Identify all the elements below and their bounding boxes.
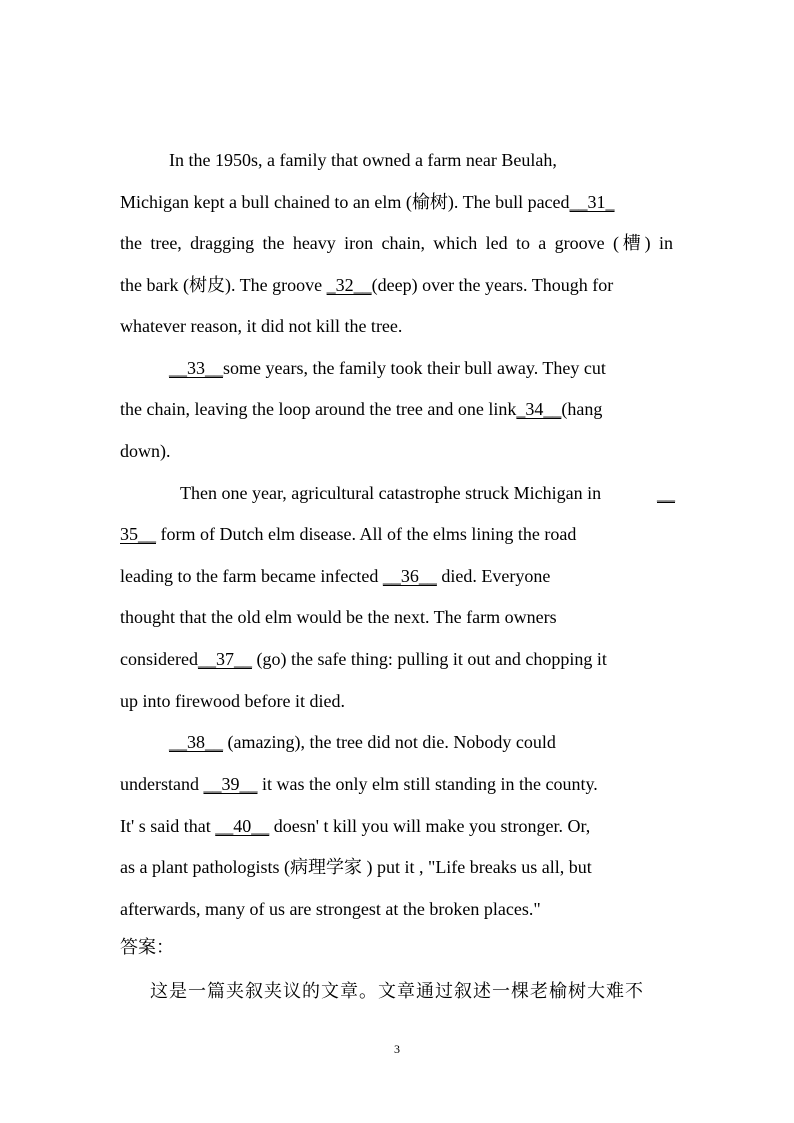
passage-text: (go) the safe thing: pulling it out and chopping it: [251, 649, 607, 669]
passage-text: (hang: [561, 399, 603, 419]
passage-line-10: [120, 522, 576, 546]
answer-label: [120, 936, 174, 960]
passage-text: Then one year, agricultural catastrophe struck Michigan in: [180, 483, 602, 503]
passage-text: (deep) over the years. Though for: [371, 275, 614, 295]
passage-text: as a plant pathologists (病理学家 ) put it , "Life breaks us all, but: [120, 857, 592, 877]
answer-text: [150, 980, 644, 1004]
passage-text: understand: [120, 774, 204, 794]
blank-35-start[interactable]: __: [657, 483, 675, 503]
blank-36[interactable]: __36__: [382, 566, 437, 586]
passage-line-11: [120, 564, 550, 588]
passage-text: Michigan kept a bull chained to an elm (榆树). The bull paced: [120, 192, 570, 212]
blank-33[interactable]: __33__: [169, 358, 223, 378]
blank-37[interactable]: __37__: [197, 649, 252, 669]
page-number: 3: [394, 1042, 400, 1056]
passage-text: doesn' t kill you will make you stronger. Or,: [269, 816, 591, 836]
passage-line-9: [180, 481, 601, 505]
passage-text: down).: [120, 441, 171, 461]
answer-label-text: 答案：: [120, 937, 174, 958]
passage-line-4: [120, 273, 613, 297]
passage-text: some years, the family took their bull away. They cut: [223, 358, 606, 378]
passage-text: it was the only elm still standing in the county.: [257, 774, 598, 794]
blank-34[interactable]: _34__: [516, 399, 562, 419]
passage-text: afterwards, many of us are strongest at the broken places.": [120, 899, 541, 919]
passage-text: the chain, leaving the loop around the tree and one link: [120, 399, 517, 419]
passage-line-9-blank: [657, 481, 675, 505]
passage-text: considered: [120, 649, 198, 669]
passage-text: In the 1950s, a family that owned a farm near Beulah,: [169, 150, 557, 170]
passage-text: died. Everyone: [436, 566, 551, 586]
passage-line-17: [120, 814, 590, 838]
passage-text: up into firewood before it died.: [120, 691, 345, 711]
blank-35[interactable]: 35__: [120, 524, 156, 544]
passage-text: the bark (树皮). The groove: [120, 275, 327, 295]
passage-line-3: [120, 231, 673, 255]
passage-line-2: [120, 190, 615, 214]
passage-line-19: [120, 897, 541, 921]
passage-text: (amazing), the tree did not die. Nobody could: [223, 732, 556, 752]
blank-32[interactable]: _32__: [326, 275, 372, 295]
passage-text: It' s said that: [120, 816, 216, 836]
answer-body: 这是一篇夹叙夹议的文章。文章通过叙述一棵老榆树大难不: [150, 981, 644, 1002]
passage-line-16: [120, 772, 598, 796]
passage-text: form of Dutch elm disease. All of the elms lining the road: [156, 524, 577, 544]
passage-line-1: [169, 148, 557, 172]
blank-39[interactable]: __39__: [203, 774, 258, 794]
passage-line-8: [120, 439, 171, 463]
passage-text: the tree, dragging the heavy iron chain, which led to a groove (槽) in: [120, 233, 673, 253]
passage-text: thought that the old elm would be the next. The farm owners: [120, 607, 557, 627]
blank-40[interactable]: __40__: [215, 816, 270, 836]
passage-line-15: [169, 730, 556, 754]
blank-38[interactable]: __38__: [169, 732, 223, 752]
passage-text: whatever reason, it did not kill the tree.: [120, 316, 403, 336]
passage-line-13: [120, 647, 607, 671]
passage-text: leading to the farm became infected: [120, 566, 383, 586]
passage-line-14: [120, 689, 345, 713]
blank-31[interactable]: __31_: [569, 192, 615, 212]
passage-line-7: [120, 397, 602, 421]
passage-line-6: [169, 356, 606, 380]
passage-line-5: [120, 314, 402, 338]
passage-line-12: [120, 605, 557, 629]
passage-line-18: [120, 855, 592, 879]
